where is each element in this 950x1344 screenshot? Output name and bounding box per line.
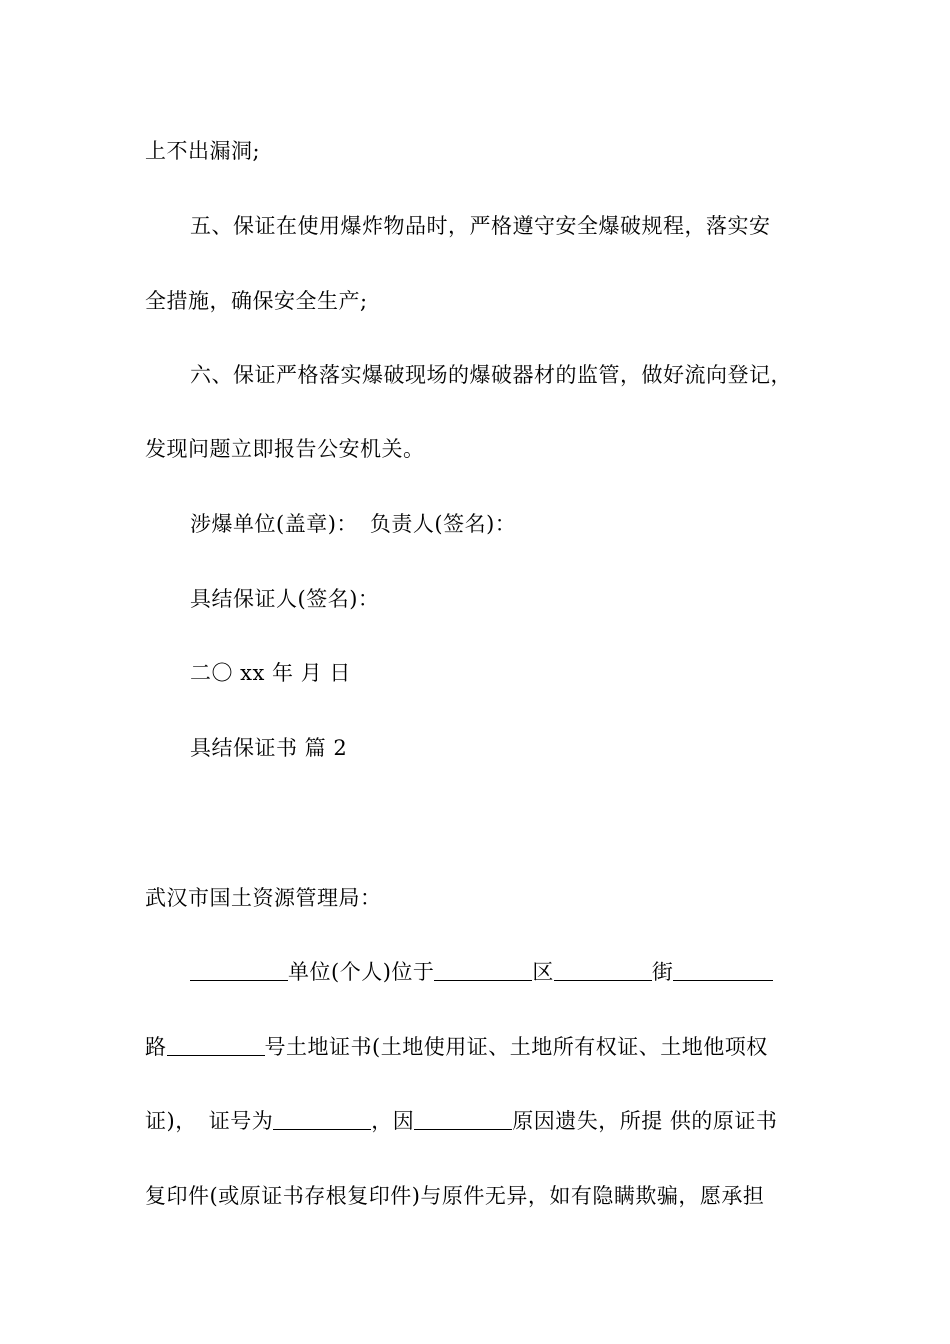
blank-field-reason <box>414 1109 512 1130</box>
blank-field-road <box>673 960 773 981</box>
responsible-person-label: 负责人(签名)： <box>369 512 517 536</box>
blank-field-certificate-number <box>273 1109 371 1130</box>
date-line: 二〇 xx 年 月 日 <box>190 661 351 685</box>
clause-six-line-1: 六、保证严格落实爆破现场的爆破器材的监管，做好流向登记， <box>190 363 792 387</box>
form-line-4: 复印件(或原证书存根复印件)与原件无异，如有隐瞒欺骗，愿承担 <box>145 1184 765 1208</box>
text-fragment: 证号为 <box>208 1109 274 1133</box>
text-fragment: 号土地证书(土地使用证、土地所有权证、土地他项权 <box>264 1035 768 1059</box>
clause-five-line-2: 全措施，确保安全生产; <box>145 289 368 313</box>
text-line: 上不出漏洞; <box>145 139 261 163</box>
signature-line-unit <box>190 509 810 539</box>
text-fragment: 街 <box>651 960 674 984</box>
text-fragment: 路 <box>145 1035 167 1059</box>
blank-field-number <box>167 1035 265 1056</box>
text-fragment: 原因遗失，所提 供的原证书 <box>512 1109 778 1133</box>
section-title: 具结保证书 篇 2 <box>190 736 348 760</box>
text-fragment: 单位(个人)位于 <box>288 960 435 984</box>
addressee: 武汉市国土资源管理局： <box>145 886 382 910</box>
guarantor-signature-label: 具结保证人(签名)： <box>190 587 380 611</box>
blank-field-street <box>554 960 652 981</box>
blank-field-unit <box>190 960 288 981</box>
unit-seal-label: 涉爆单位(盖章)： <box>190 512 358 536</box>
clause-five-line-1: 五、保证在使用爆炸物品时，严格遵守安全爆破规程，落实安 <box>190 214 771 238</box>
blank-field-district <box>434 960 532 981</box>
form-line-1 <box>190 957 810 987</box>
text-fragment: 区 <box>532 960 554 984</box>
clause-six-line-2: 发现问题立即报告公安机关。 <box>145 437 425 461</box>
form-line-3 <box>145 1106 810 1136</box>
text-fragment: ，因 <box>371 1109 415 1133</box>
text-fragment: 证)， <box>145 1109 197 1133</box>
form-line-2 <box>145 1032 810 1062</box>
